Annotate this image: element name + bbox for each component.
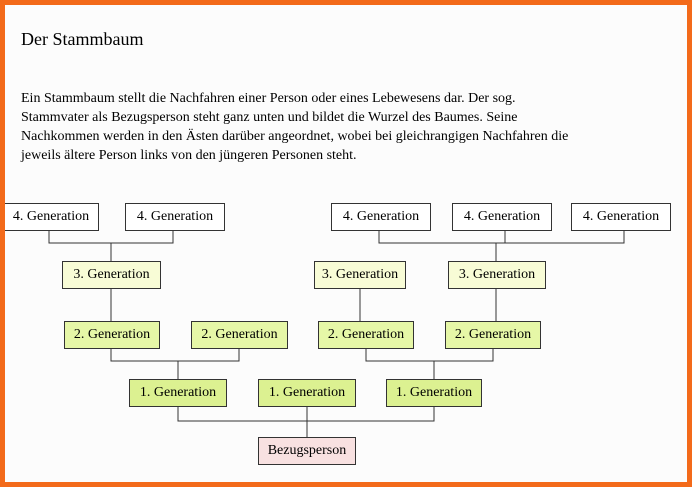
tree-connector-lines (5, 5, 687, 482)
family-tree-diagram (5, 5, 687, 482)
generation-3-box: 3. Generation (62, 261, 161, 289)
connector-line (379, 231, 624, 243)
generation-2-box: 2. Generation (191, 321, 288, 349)
connector-line (49, 231, 173, 243)
page-title: Der Stammbaum (21, 29, 144, 49)
generation-1-box: 1. Generation (386, 379, 482, 407)
generation-2-box: 2. Generation (445, 321, 541, 349)
generation-3-box: 3. Generation (448, 261, 546, 289)
generation-4-box: 4. Generation (331, 203, 431, 231)
generation-4-box: 4. Generation (571, 203, 671, 231)
generation-4-box: 4. Generation (452, 203, 552, 231)
generation-1-box: 1. Generation (129, 379, 227, 407)
generation-4-box: 4. Generation (125, 203, 225, 231)
connector-line (178, 407, 434, 421)
generation-4-box: 4. Generation (5, 203, 99, 231)
generation-3-box: 3. Generation (314, 261, 406, 289)
generation-2-box: 2. Generation (318, 321, 414, 349)
intro-paragraph: Ein Stammbaum stellt die Nachfahren einer Person oder eines Lebewesens dar. Der sog. Stammvater als Bezugsperson steht ganz unten und bildet die Wurzel des Baumes. Seine Nachkommen werden in den Ästen darüber angeordnet, wobei bei gleichrangigen Nachfahren die jeweils ältere Person links von den jüngeren Personen steht. (21, 91, 569, 163)
page-frame (5, 5, 687, 482)
generation-2-box: 2. Generation (64, 321, 160, 349)
connector-line (366, 349, 493, 361)
root-person-box: Bezugsperson (258, 437, 356, 465)
generation-1-box: 1. Generation (258, 379, 356, 407)
connector-line (111, 349, 239, 361)
